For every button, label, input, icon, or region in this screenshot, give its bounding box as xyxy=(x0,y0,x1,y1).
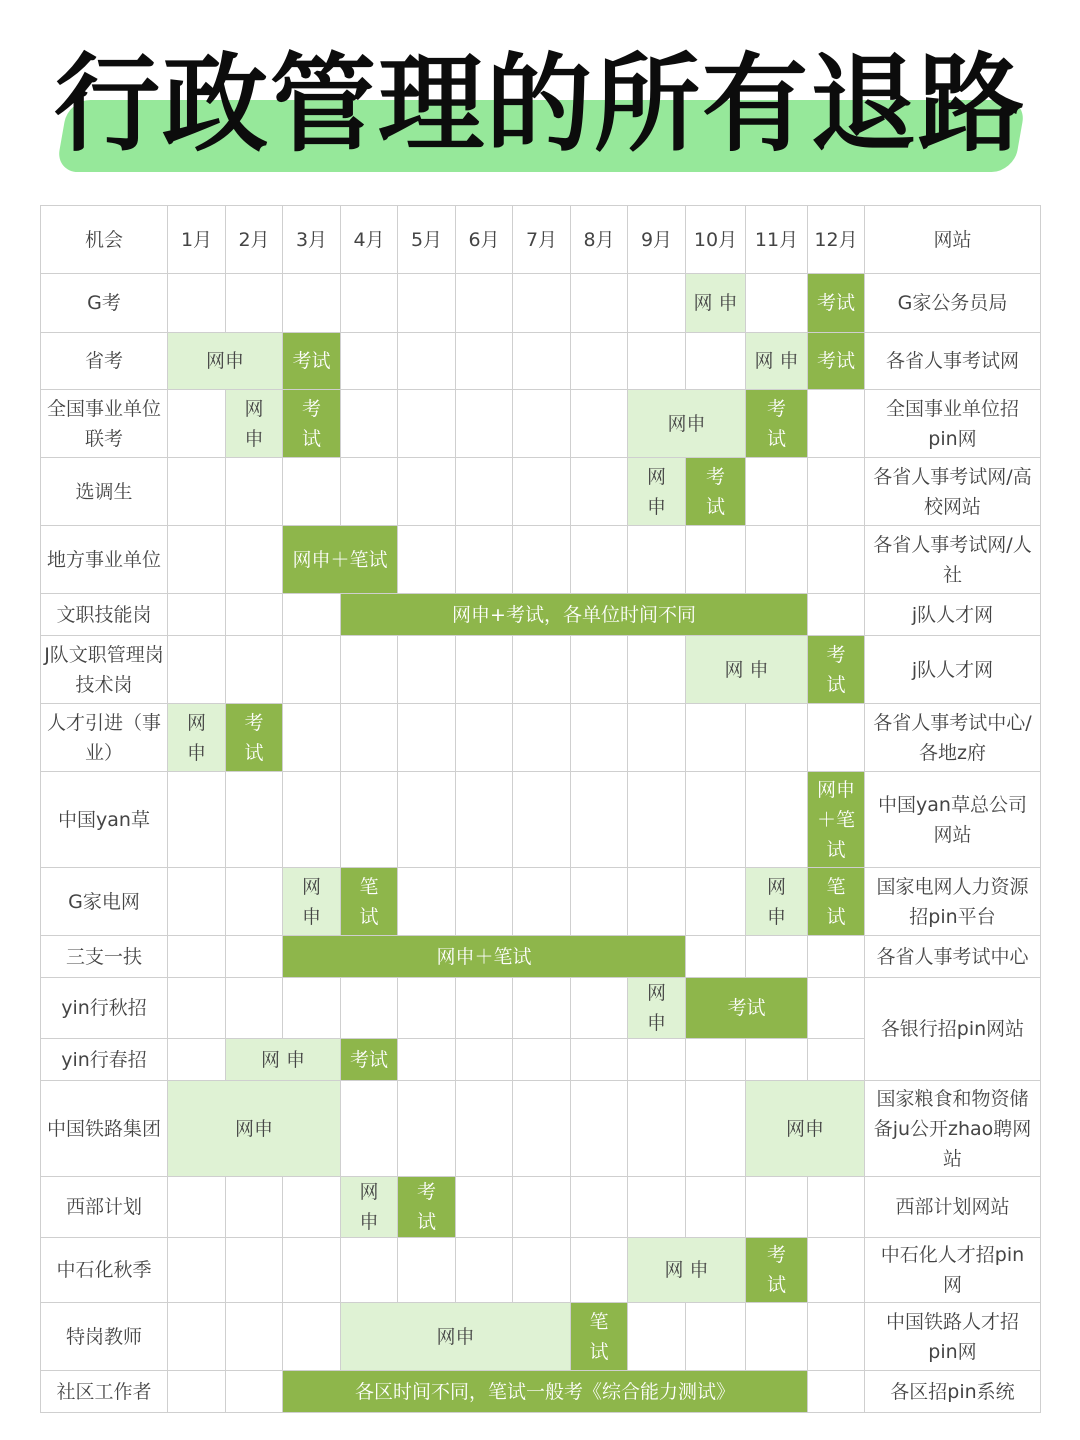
empty-cell xyxy=(226,274,283,333)
table-row xyxy=(41,704,1041,772)
schedule-block-exam xyxy=(226,704,283,772)
schedule-block-apply xyxy=(746,868,808,936)
empty-cell xyxy=(168,526,226,594)
empty-cell xyxy=(456,333,513,390)
empty-cell xyxy=(398,390,456,458)
empty-cell xyxy=(226,1177,283,1238)
empty-cell xyxy=(571,772,628,868)
row-website: j队人才网 xyxy=(865,594,1041,636)
schedule-block-exam: 考试 xyxy=(341,1039,398,1081)
block-char: 试 xyxy=(705,495,725,518)
empty-cell xyxy=(746,704,808,772)
empty-cell xyxy=(341,390,398,458)
row-opportunity-name: J队文职管理岗技术岗 xyxy=(41,636,168,704)
table-row xyxy=(41,868,1041,936)
schedule-block-apply: 网 申 xyxy=(746,333,808,390)
empty-cell xyxy=(686,1081,746,1177)
empty-cell xyxy=(168,936,226,978)
block-char: 网 xyxy=(244,397,264,420)
empty-cell xyxy=(283,274,341,333)
empty-cell xyxy=(513,772,571,868)
schedule-block-exam: 网申＋笔试 xyxy=(283,526,398,594)
row-opportunity-name: 特岗教师 xyxy=(41,1303,168,1371)
block-char: 网 xyxy=(301,875,321,898)
empty-cell xyxy=(456,274,513,333)
block-char: 考 xyxy=(766,397,786,420)
schedule-block-exam xyxy=(283,390,341,458)
empty-cell xyxy=(571,333,628,390)
empty-cell xyxy=(168,390,226,458)
empty-cell xyxy=(341,704,398,772)
schedule-block-apply: 网申 xyxy=(341,1303,571,1371)
empty-cell xyxy=(571,458,628,526)
row-website: 各省人事考试网/高校网站 xyxy=(865,458,1041,526)
schedule-block-exam xyxy=(746,390,808,458)
block-char: 试 xyxy=(244,741,264,764)
empty-cell xyxy=(341,458,398,526)
empty-cell xyxy=(808,390,865,458)
block-char: 试 xyxy=(589,1340,609,1363)
row-website: 国家粮食和物资储备ju公开zhao聘网站 xyxy=(865,1081,1041,1177)
empty-cell xyxy=(513,1238,571,1303)
empty-cell xyxy=(686,704,746,772)
empty-cell xyxy=(746,1177,808,1238)
row-opportunity-name: 选调生 xyxy=(41,458,168,526)
empty-cell xyxy=(513,1081,571,1177)
block-char: 申 xyxy=(766,905,786,928)
empty-cell xyxy=(398,1081,456,1177)
table-row xyxy=(41,333,1041,390)
empty-cell xyxy=(341,274,398,333)
block-char: 笔 xyxy=(359,875,379,898)
schedule-block-apply: 网申 xyxy=(168,1081,341,1177)
block-char: 试 xyxy=(766,1274,786,1296)
schedule-block-exam xyxy=(571,1303,628,1371)
empty-cell xyxy=(571,1238,628,1303)
empty-cell xyxy=(628,1303,686,1371)
empty-cell xyxy=(398,868,456,936)
header-month-2: 2月 xyxy=(226,206,283,274)
empty-cell xyxy=(513,458,571,526)
table-row xyxy=(41,1371,1041,1413)
block-char: 考 xyxy=(766,1244,786,1266)
row-website: 中石化人才招pin网 xyxy=(865,1238,1041,1303)
empty-cell xyxy=(341,1238,398,1303)
empty-cell xyxy=(513,1039,571,1081)
empty-cell xyxy=(398,1238,456,1303)
block-char: 考 xyxy=(705,465,725,488)
empty-cell xyxy=(398,333,456,390)
schedule-block-exam: 考试 xyxy=(808,333,865,390)
schedule-block-apply xyxy=(226,390,283,458)
empty-cell xyxy=(628,274,686,333)
schedule-block-apply xyxy=(341,1177,398,1238)
schedule-block-exam: 考试 xyxy=(283,333,341,390)
table-row xyxy=(41,1238,1041,1303)
row-website: 中国yan草总公司网站 xyxy=(865,772,1041,868)
empty-cell xyxy=(686,526,746,594)
block-char: 网 xyxy=(646,465,666,488)
block-char: 申 xyxy=(301,905,321,928)
row-website: 各省人事考试中心 xyxy=(865,936,1041,978)
empty-cell xyxy=(168,1303,226,1371)
row-opportunity-name: yin行秋招 xyxy=(41,978,168,1039)
block-char: 申 xyxy=(186,741,206,764)
empty-cell xyxy=(808,526,865,594)
schedule-block-exam xyxy=(398,1177,456,1238)
row-website: G家公务员局 xyxy=(865,274,1041,333)
empty-cell xyxy=(398,526,456,594)
table-row xyxy=(41,526,1041,594)
row-website: 各区招pin系统 xyxy=(865,1371,1041,1413)
block-char: 考 xyxy=(301,397,321,420)
empty-cell xyxy=(571,390,628,458)
schedule-block-apply xyxy=(628,978,686,1039)
empty-cell xyxy=(456,704,513,772)
table-row xyxy=(41,772,1041,868)
block-char: 试 xyxy=(826,905,846,928)
empty-cell xyxy=(746,1039,808,1081)
empty-cell xyxy=(456,526,513,594)
row-website: 各省人事考试中心/各地z府 xyxy=(865,704,1041,772)
header-month-4: 4月 xyxy=(341,206,398,274)
schedule-block-exam: 网申＋笔试 xyxy=(283,936,686,978)
empty-cell xyxy=(398,772,456,868)
empty-cell xyxy=(226,636,283,704)
empty-cell xyxy=(808,1371,865,1413)
block-char: 试 xyxy=(301,427,321,450)
block-char: 笔 xyxy=(589,1310,609,1333)
row-opportunity-name: 地方事业单位 xyxy=(41,526,168,594)
empty-cell xyxy=(513,390,571,458)
block-char: 考 xyxy=(826,643,846,666)
empty-cell xyxy=(686,772,746,868)
table-row xyxy=(41,1303,1041,1371)
empty-cell xyxy=(513,978,571,1039)
empty-cell xyxy=(456,636,513,704)
empty-cell xyxy=(456,772,513,868)
empty-cell xyxy=(808,936,865,978)
row-opportunity-name: 西部计划 xyxy=(41,1177,168,1238)
schedule-block-exam xyxy=(808,868,865,936)
row-website: 各省人事考试网 xyxy=(865,333,1041,390)
empty-cell xyxy=(571,274,628,333)
empty-cell xyxy=(628,704,686,772)
empty-cell xyxy=(283,978,341,1039)
empty-cell xyxy=(398,1039,456,1081)
empty-cell xyxy=(628,1177,686,1238)
row-opportunity-name: 社区工作者 xyxy=(41,1371,168,1413)
schedule-block-apply: 网 申 xyxy=(686,274,746,333)
page-title: 行政管理的所有退路 xyxy=(54,43,1026,166)
empty-cell xyxy=(686,1303,746,1371)
block-char: 试 xyxy=(826,673,846,696)
empty-cell xyxy=(226,1371,283,1413)
schedule-block-exam xyxy=(341,868,398,936)
empty-cell xyxy=(456,1081,513,1177)
schedule-block-exam: 考试 xyxy=(808,274,865,333)
empty-cell xyxy=(686,1039,746,1081)
empty-cell xyxy=(628,636,686,704)
schedule-block-apply: 网 申 xyxy=(686,636,808,704)
table-row xyxy=(41,390,1041,458)
row-website: 西部计划网站 xyxy=(865,1177,1041,1238)
table-row xyxy=(41,1081,1041,1177)
table-row xyxy=(41,978,1041,1039)
empty-cell xyxy=(168,636,226,704)
empty-cell xyxy=(808,594,865,636)
schedule-block-apply: 网申 xyxy=(628,390,746,458)
header-website: 网站 xyxy=(865,206,1041,274)
empty-cell xyxy=(168,1371,226,1413)
block-char: 笔 xyxy=(826,875,846,898)
row-website: 各银行招pin网站 xyxy=(865,978,1041,1081)
schedule-block-apply: 网申 xyxy=(168,333,283,390)
empty-cell xyxy=(168,594,226,636)
block-char: ＋笔 xyxy=(816,808,855,831)
empty-cell xyxy=(283,1177,341,1238)
empty-cell xyxy=(456,1238,513,1303)
empty-cell xyxy=(168,772,226,868)
empty-cell xyxy=(513,1177,571,1238)
empty-cell xyxy=(456,1177,513,1238)
block-char: 网 xyxy=(646,982,666,1004)
schedule-block-exam xyxy=(808,772,865,868)
block-char: 申 xyxy=(646,495,666,518)
row-opportunity-name: 三支一扶 xyxy=(41,936,168,978)
header-month-1: 1月 xyxy=(168,206,226,274)
empty-cell xyxy=(808,1177,865,1238)
empty-cell xyxy=(283,594,341,636)
empty-cell xyxy=(513,274,571,333)
empty-cell xyxy=(283,772,341,868)
header-month-11: 11月 xyxy=(746,206,808,274)
row-opportunity-name: G考 xyxy=(41,274,168,333)
header-month-9: 9月 xyxy=(628,206,686,274)
row-opportunity-name: 省考 xyxy=(41,333,168,390)
block-char: 申 xyxy=(244,427,264,450)
empty-cell xyxy=(571,1081,628,1177)
block-char: 考 xyxy=(416,1181,436,1203)
empty-cell xyxy=(686,936,746,978)
empty-cell xyxy=(808,1238,865,1303)
empty-cell xyxy=(283,1238,341,1303)
empty-cell xyxy=(168,458,226,526)
empty-cell xyxy=(513,868,571,936)
empty-cell xyxy=(456,978,513,1039)
empty-cell xyxy=(398,458,456,526)
empty-cell xyxy=(628,1039,686,1081)
empty-cell xyxy=(226,978,283,1039)
row-website: 全国事业单位招pin网 xyxy=(865,390,1041,458)
empty-cell xyxy=(571,704,628,772)
empty-cell xyxy=(398,636,456,704)
empty-cell xyxy=(456,390,513,458)
schedule-block-exam: 网申+考试，各单位时间不同 xyxy=(341,594,808,636)
schedule-block-apply xyxy=(283,868,341,936)
schedule-block-exam: 各区时间不同，笔试一般考《综合能力测试》 xyxy=(283,1371,808,1413)
empty-cell xyxy=(283,636,341,704)
row-opportunity-name: 人才引进（事业） xyxy=(41,704,168,772)
empty-cell xyxy=(628,772,686,868)
table-row xyxy=(41,594,1041,636)
row-opportunity-name: G家电网 xyxy=(41,868,168,936)
empty-cell xyxy=(808,458,865,526)
schedule-block-exam xyxy=(808,636,865,704)
row-opportunity-name: 全国事业单位联考 xyxy=(41,390,168,458)
block-char: 试 xyxy=(416,1211,436,1233)
row-website: 国家电网人力资源招pin平台 xyxy=(865,868,1041,936)
table-row xyxy=(41,274,1041,333)
empty-cell xyxy=(571,978,628,1039)
block-char: 网 xyxy=(186,711,206,734)
row-opportunity-name: 中国铁路集团 xyxy=(41,1081,168,1177)
header-month-12: 12月 xyxy=(808,206,865,274)
empty-cell xyxy=(283,1303,341,1371)
empty-cell xyxy=(513,526,571,594)
empty-cell xyxy=(628,526,686,594)
empty-cell xyxy=(808,1303,865,1371)
empty-cell xyxy=(628,1081,686,1177)
header-month-10: 10月 xyxy=(686,206,746,274)
header-month-8: 8月 xyxy=(571,206,628,274)
empty-cell xyxy=(398,274,456,333)
block-char: 申 xyxy=(359,1211,379,1233)
empty-cell xyxy=(513,333,571,390)
empty-cell xyxy=(168,274,226,333)
empty-cell xyxy=(226,1238,283,1303)
empty-cell xyxy=(456,868,513,936)
empty-cell xyxy=(168,868,226,936)
empty-cell xyxy=(746,274,808,333)
header-opportunity: 机会 xyxy=(41,206,168,274)
empty-cell xyxy=(628,868,686,936)
empty-cell xyxy=(226,594,283,636)
empty-cell xyxy=(168,978,226,1039)
empty-cell xyxy=(808,704,865,772)
empty-cell xyxy=(398,978,456,1039)
empty-cell xyxy=(571,868,628,936)
empty-cell xyxy=(686,868,746,936)
block-char: 试 xyxy=(359,905,379,928)
header-row xyxy=(41,206,1041,274)
row-opportunity-name: 文职技能岗 xyxy=(41,594,168,636)
header-month-6: 6月 xyxy=(456,206,513,274)
empty-cell xyxy=(341,772,398,868)
schedule-block-exam xyxy=(746,1238,808,1303)
header-month-5: 5月 xyxy=(398,206,456,274)
block-char: 网 xyxy=(766,875,786,898)
empty-cell xyxy=(686,1177,746,1238)
empty-cell xyxy=(808,1039,865,1081)
block-char: 试 xyxy=(766,427,786,450)
block-char: 试 xyxy=(826,838,846,861)
empty-cell xyxy=(226,772,283,868)
empty-cell xyxy=(226,458,283,526)
empty-cell xyxy=(456,458,513,526)
row-website: j队人才网 xyxy=(865,636,1041,704)
empty-cell xyxy=(746,772,808,868)
row-website: 各省人事考试网/人社 xyxy=(865,526,1041,594)
empty-cell xyxy=(283,704,341,772)
empty-cell xyxy=(398,704,456,772)
empty-cell xyxy=(808,978,865,1039)
empty-cell xyxy=(168,1238,226,1303)
empty-cell xyxy=(571,526,628,594)
schedule-block-apply: 网申 xyxy=(746,1081,865,1177)
empty-cell xyxy=(746,526,808,594)
empty-cell xyxy=(341,1081,398,1177)
empty-cell xyxy=(513,704,571,772)
header-month-3: 3月 xyxy=(283,206,341,274)
schedule-block-apply: 网 申 xyxy=(226,1039,341,1081)
schedule-block-apply: 网 申 xyxy=(628,1238,746,1303)
empty-cell xyxy=(168,1177,226,1238)
schedule-block-apply xyxy=(168,704,226,772)
empty-cell xyxy=(571,1177,628,1238)
empty-cell xyxy=(226,526,283,594)
empty-cell xyxy=(226,936,283,978)
block-char: 网申 xyxy=(816,778,855,801)
block-char: 网 xyxy=(359,1181,379,1203)
empty-cell xyxy=(283,458,341,526)
empty-cell xyxy=(226,868,283,936)
row-opportunity-name: yin行春招 xyxy=(41,1039,168,1081)
empty-cell xyxy=(571,1039,628,1081)
schedule-block-exam xyxy=(686,458,746,526)
row-website: 中国铁路人才招pin网 xyxy=(865,1303,1041,1371)
schedule-block-exam: 考试 xyxy=(686,978,808,1039)
table-row xyxy=(41,458,1041,526)
empty-cell xyxy=(746,1303,808,1371)
title-area xyxy=(0,0,1080,190)
header-month-7: 7月 xyxy=(513,206,571,274)
empty-cell xyxy=(226,1303,283,1371)
empty-cell xyxy=(746,936,808,978)
row-opportunity-name: 中石化秋季 xyxy=(41,1238,168,1303)
block-char: 申 xyxy=(646,1012,666,1034)
table-row xyxy=(41,1177,1041,1238)
block-char: 考 xyxy=(244,711,264,734)
empty-cell xyxy=(746,458,808,526)
table-row xyxy=(41,636,1041,704)
schedule-block-apply xyxy=(628,458,686,526)
empty-cell xyxy=(168,1039,226,1081)
row-opportunity-name: 中国yan草 xyxy=(41,772,168,868)
empty-cell xyxy=(686,333,746,390)
empty-cell xyxy=(571,636,628,704)
empty-cell xyxy=(341,333,398,390)
empty-cell xyxy=(341,636,398,704)
schedule-table xyxy=(40,205,1041,1413)
table-row xyxy=(41,936,1041,978)
empty-cell xyxy=(456,1039,513,1081)
empty-cell xyxy=(628,333,686,390)
empty-cell xyxy=(513,636,571,704)
empty-cell xyxy=(341,978,398,1039)
